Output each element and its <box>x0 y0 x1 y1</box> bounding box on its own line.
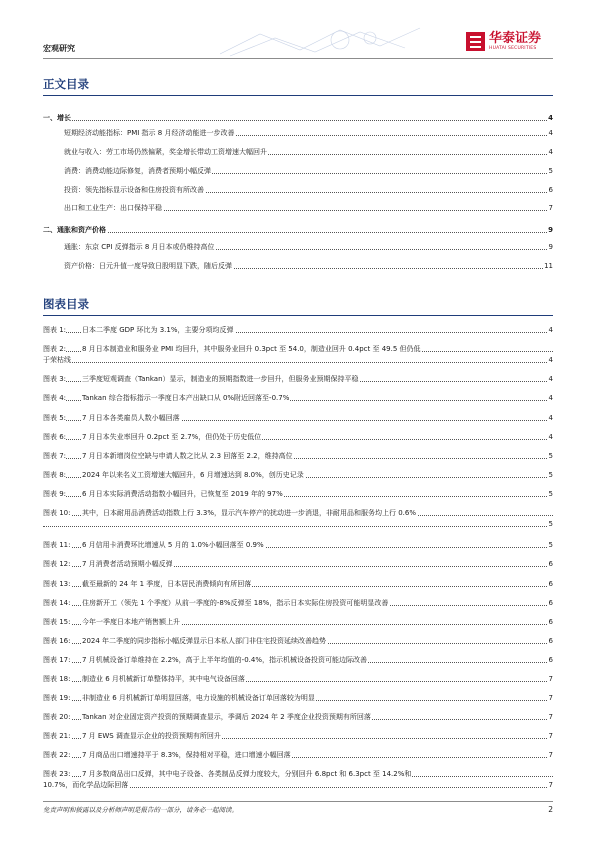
figure-label: 图表 15: <box>43 618 71 626</box>
figure-label: 图表 22: <box>43 751 71 759</box>
figure-page: 7 <box>548 781 553 789</box>
figure-label: 图表 1: <box>43 326 67 334</box>
figure-title: 7 月机械设备订单维持在 2.2%，高于上半年均值的-0.4%，指示机械设备投资可能边际改善 <box>82 656 367 664</box>
figure-label: 图表 5: <box>43 414 67 422</box>
brand-name-en: HUATAI SECURITIES <box>489 46 537 51</box>
brand-logo <box>466 32 541 51</box>
figure-page: 4 <box>548 326 553 334</box>
figure-page: 6 <box>548 599 553 607</box>
figure-label: 图表 14: <box>43 599 71 607</box>
figure-title: 6 月信用卡消费环比增速从 5 月的 1.0%小幅回落至 0.9% <box>82 541 264 549</box>
figure-page: 4 <box>548 356 553 364</box>
figure-label: 图表 2: <box>43 345 67 353</box>
figures-title: 图表目录 <box>43 297 89 311</box>
figure-label: 图表 20: <box>43 713 71 721</box>
figure-page: 6 <box>548 580 553 588</box>
figure-title: 制造业 6 月机械新订单整体持平，其中电气设备回落 <box>82 675 245 683</box>
figure-title: 7 月日本新增岗位空缺与申请人数之比从 2.3 回落至 2.2，维持高位 <box>82 452 293 460</box>
figure-label: 图表 6: <box>43 433 67 441</box>
figure-page: 5 <box>548 520 553 528</box>
figure-page: 5 <box>548 541 553 549</box>
figure-title: 7 月商品出口增速持平于 8.3%，保持相对平稳，进口增速小幅回落 <box>82 751 291 759</box>
figure-title: 7 月多数商品出口反弹，其中电子设备、各类制品反弹力度较大，分别回升 6.8pct 和 6.3pct 至 14.2%和 <box>82 770 412 778</box>
figure-page: 5 <box>548 471 553 479</box>
toc-entry-page: 5 <box>548 167 553 175</box>
figure-title: Tankan 对企业固定资产投资的预期调查显示，季调后 2024 年 2 季度企业投资预期有所回落 <box>82 713 371 721</box>
figure-label: 图表 12: <box>43 560 71 568</box>
toc-entry-text: 二、通胀和资产价格 <box>43 226 106 234</box>
figure-title-continued: 10.7%，而化学品边际回落 <box>43 781 129 789</box>
figure-label: 图表 13: <box>43 580 71 588</box>
figure-label: 图表 11: <box>43 541 71 549</box>
toc-entry-page: 11 <box>544 262 553 270</box>
leader-dots <box>43 362 553 363</box>
figure-label: 图表 18: <box>43 675 71 683</box>
figure-page: 4 <box>548 433 553 441</box>
figure-title: 7 月日本各类雇员人数小幅回落 <box>82 414 180 422</box>
figure-label: 图表 17: <box>43 656 71 664</box>
toc-entry-text: 投资：领先指标显示设备和住房投资有所改善 <box>64 186 204 194</box>
figure-page: 4 <box>548 414 553 422</box>
figure-title: 截至最新的 24 年 1 季度，日本居民消费倾向有所回落 <box>82 580 252 588</box>
header-rule <box>43 58 553 59</box>
figure-label: 图表 7: <box>43 452 67 460</box>
toc-rule <box>43 95 553 96</box>
figure-title: 非制造业 6 月机械新订单明显回落，电力设施的机械设备订单回落较为明显 <box>82 694 315 702</box>
figure-title: 住房新开工（领先 1 个季度）从前一季度的-8%反弹至 18%，指示日本实际住房投资可能明显改善 <box>82 599 389 607</box>
leader-dots <box>43 526 553 527</box>
figure-page: 5 <box>548 490 553 498</box>
figure-title-continued: 于荣枯线 <box>43 356 71 364</box>
figure-title: 7 月 EWS 调查显示企业的投资预期有所回升 <box>82 732 221 740</box>
figure-title: Tankan 综合指标指示一季度日本产出缺口从 0%附近回落至-0.7% <box>82 394 290 402</box>
figure-page: 7 <box>548 732 553 740</box>
figure-label: 图表 9: <box>43 490 67 498</box>
figure-label: 图表 10: <box>43 509 71 517</box>
figure-title: 2024 年二季度的同步指标小幅反弹显示日本私人部门非住宅投资延续改善趋势 <box>82 637 327 645</box>
toc-entry-page: 9 <box>548 226 553 234</box>
toc-entry-text: 短期经济动能指标：PMI 指示 8 月经济动能进一步改善 <box>64 129 235 137</box>
figure-label: 图表 8: <box>43 471 67 479</box>
toc-entry-text: 通胀：东京 CPI 反弹指示 8 月日本或仍维持高位 <box>64 243 215 251</box>
figure-page: 6 <box>548 560 553 568</box>
toc-entry-text: 资产价格：日元升值一度导致日股明显下跌，随后反弹 <box>64 262 232 270</box>
figure-page: 6 <box>548 637 553 645</box>
figure-title: 其中，日本耐用品消费活动指数上行 3.3%，显示汽车停产的扰动进一步消退，非耐用品和服务均上行 0.6% <box>82 509 417 517</box>
brand-name-cn: 华泰证券 <box>489 31 542 46</box>
figure-title: 2024 年以来名义工资增速大幅回升，6 月增速达到 8.0%，创历史记录 <box>82 471 304 479</box>
figure-page: 7 <box>548 751 553 759</box>
figure-label: 图表 21: <box>43 732 71 740</box>
disclaimer: 免责声明和披露以及分析师声明是报告的一部分，请务必一起阅读。 <box>43 806 238 814</box>
toc-entry-page: 9 <box>548 243 553 251</box>
toc-entry-page: 4 <box>548 148 553 156</box>
figure-page: 7 <box>548 675 553 683</box>
figure-label: 图表 16: <box>43 637 71 645</box>
figure-title: 8 月日本制造业和服务业 PMI 均回升，其中服务业回升 0.3pct 至 54.0，制造业回升 0.4pct 至 49.5 但仍低 <box>82 345 421 353</box>
toc-entry-page: 7 <box>548 204 553 212</box>
figure-label: 图表 23: <box>43 770 71 778</box>
figure-page: 6 <box>548 618 553 626</box>
figure-title: 7 月消费者活动预期小幅反弹 <box>82 560 173 568</box>
header-decoration <box>220 24 440 58</box>
figure-page: 6 <box>548 656 553 664</box>
figure-page: 4 <box>548 394 553 402</box>
figure-page: 7 <box>548 713 553 721</box>
toc-entry-page: 4 <box>548 129 553 137</box>
toc-entry-page: 6 <box>548 186 553 194</box>
brand-mark-icon <box>466 32 485 51</box>
toc-title: 正文目录 <box>43 77 89 91</box>
figures-rule <box>43 315 553 316</box>
figure-page: 5 <box>548 452 553 460</box>
figure-title: 日本二季度 GDP 环比为 3.1%，主要分项均反弹 <box>82 326 234 334</box>
figure-title: 7 月日本失业率回升 0.2pct 至 2.7%，但仍处于历史低位 <box>82 433 262 441</box>
page-number: 2 <box>548 805 553 814</box>
toc-entry-text: 出口和工业生产：出口保持平稳 <box>64 204 162 212</box>
figure-title: 三季度短观调查（Tankan）显示，制造业的预期指数进一步回升，但服务业预期保持平稳 <box>82 375 359 383</box>
toc-entry-text: 就业与收入：劳工市场仍然偏紧，奖金增长带动工资增速大幅回升 <box>64 148 267 156</box>
figure-label: 图表 4: <box>43 394 67 402</box>
figure-title: 6 月日本实际消费活动指数小幅回升，已恢复至 2019 年的 97% <box>82 490 283 498</box>
figure-page: 7 <box>548 694 553 702</box>
figure-page: 4 <box>548 375 553 383</box>
figure-label: 图表 19: <box>43 694 71 702</box>
figure-label: 图表 3: <box>43 375 67 383</box>
leader-dots <box>43 232 553 233</box>
footer-rule <box>43 801 553 802</box>
toc-entry-page: 4 <box>548 114 553 122</box>
report-category: 宏观研究 <box>43 44 75 53</box>
leader-dots <box>43 120 553 121</box>
toc-entry-text: 一、增长 <box>43 114 71 122</box>
toc-entry-text: 消费：消费动能边际修复，消费者预期小幅反弹 <box>64 167 211 175</box>
figure-title: 今年一季度日本地产销售额上升 <box>82 618 180 626</box>
